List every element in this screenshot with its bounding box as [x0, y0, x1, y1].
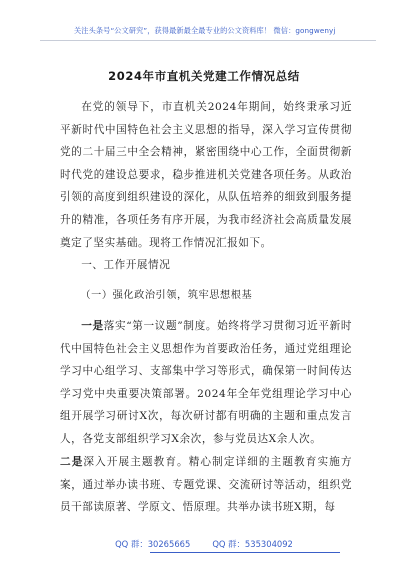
footer-underline — [150, 552, 340, 553]
footer-qq-group-1: QQ 群：30265665 — [115, 539, 191, 549]
header-note: 关注头条号“公文研究”，获得最新最全最专业的公文资料库！ 微信：gongwenyj — [74, 26, 336, 35]
paragraph-1-lead: 一是 — [81, 320, 104, 332]
subsection-heading-1: （一）强化政治引领，筑牢思想根基 — [80, 290, 253, 301]
intro-text: 在党的领导下，市直机关2024年期间，始终秉承习近平新时代中国特色社会主义思想的指导，深入学习宣传贯彻党的二十届三中全会精神，紧密围绕中心工作，全面贯彻新时代党的建设总要求，稳步推进机关党建各项任务。从政治引领的高度到组织建设的深化，从队伍培养的细致到服务提升的精准，各项任务有序开展，为我市经济社会高质量发展奠定了坚实基础。现将工作情况汇报如下。 — [60, 101, 352, 249]
intro-paragraph — [60, 96, 352, 254]
footer-contacts — [0, 538, 408, 550]
section-heading-1: 一、工作开展情况 — [81, 259, 171, 271]
header-divider — [40, 40, 376, 41]
document-title: 2024年市直机关党建工作情况总结 — [108, 69, 300, 83]
paragraph-2-lead: 二是 — [60, 456, 84, 468]
paragraph-1 — [60, 315, 352, 451]
paragraph-1-text: 落实“第一议题”制度。始终将学习贯彻习近平新时代中国特色社会主义思想作为首要政治任务，通过党组理论学习中心组学习、支部集中学习等形式，确保第一时间传达学习党中央重要决策部署。2024年全年党组理论学习中心组开展学习研讨X次，每次研讨都有明确的主题和重点发言人，各党支部组织学习X余次，参与党员达X余人次。 — [60, 320, 353, 445]
paragraph-2-text: 深入开展主题教育。精心制定详细的主题教育实施方案，通过举办读书班、专题党课、交流研讨等活动，组织党员干部读原著、学原文、悟原理。共举办读书班X期，每 — [60, 456, 352, 514]
paragraph-2 — [60, 451, 352, 519]
footer-qq-group-2: QQ 群：535304092 — [212, 539, 293, 549]
